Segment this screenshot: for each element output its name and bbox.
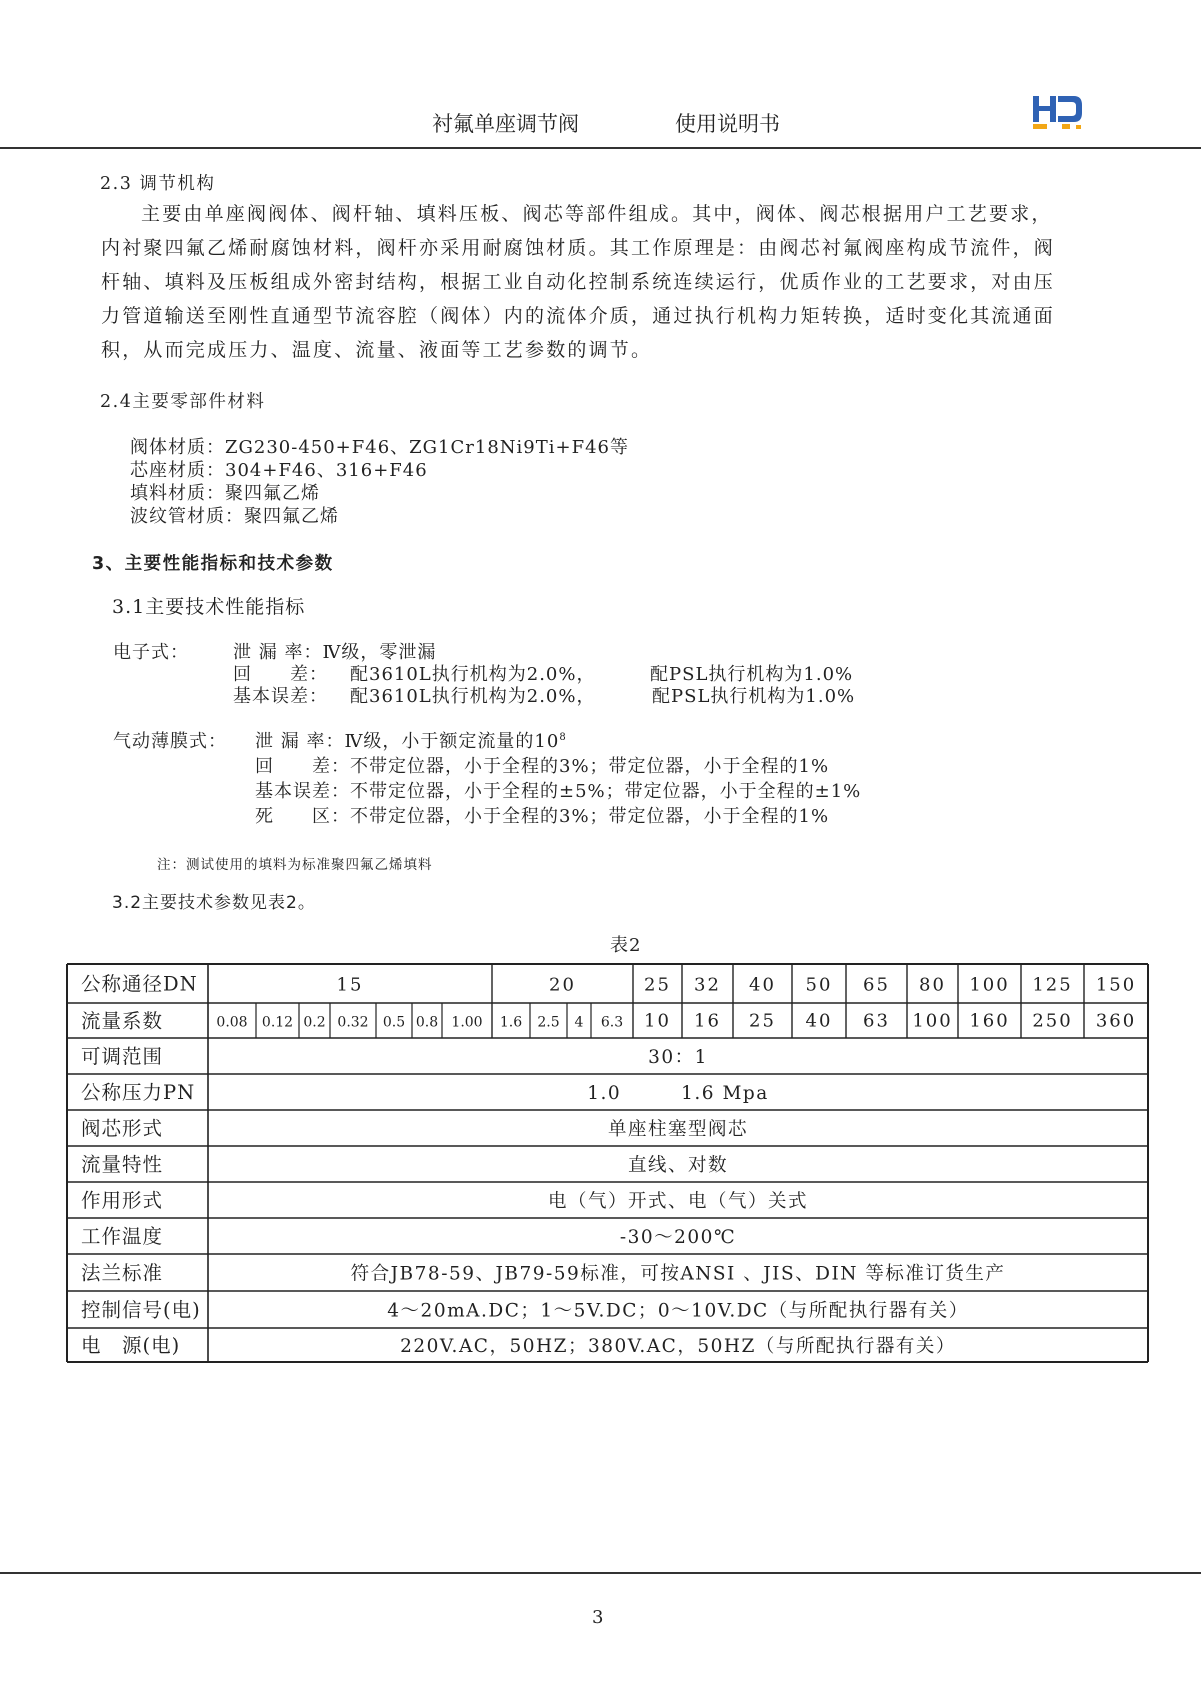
table-dn-value: 125	[1032, 974, 1073, 996]
test-note: 注：测试使用的填料为标准聚四氟乙烯填料	[157, 857, 433, 873]
table-kv-value: 1.00	[451, 1014, 483, 1031]
table-kv-value: 0.5	[382, 1014, 406, 1031]
table-merged-value: -30～200℃	[619, 1227, 737, 1248]
pneumatic-error: 基本误差：不带定位器，小于全程的±5%；带定位器，小于全程的±1%	[255, 781, 862, 802]
table-row-label: 阀芯形式	[81, 1117, 164, 1140]
table-merged-value: 单座柱塞型阀芯	[607, 1119, 749, 1140]
page-number: 3	[592, 1607, 604, 1628]
table-dn-value: 40	[749, 974, 776, 996]
table-kv-value: 100	[912, 1010, 953, 1032]
table-dn-value: 15	[336, 974, 364, 996]
pneumatic-deadband: 死 区：不带定位器，小于全程的3%；带定位器，小于全程的1%	[255, 806, 830, 827]
table-row-label: 作用形式	[81, 1189, 164, 1212]
table-row-label: 工作温度	[81, 1225, 164, 1248]
table-merged-value: 电（气）开式、电（气）关式	[547, 1191, 809, 1212]
table-kv-value: 0.32	[337, 1014, 369, 1031]
table-row-label: 法兰标准	[81, 1261, 164, 1285]
table-kv-value: 0.2	[303, 1014, 326, 1031]
electronic-hysteresis-3610l: 配3610L执行机构为2.0%，	[350, 664, 596, 685]
electronic-hysteresis-label: 回 差：	[233, 664, 328, 685]
table-row-label: 控制信号(电)	[81, 1298, 201, 1322]
table-merged-value: 符合JB78-59、JB79-59标准，可按ANSI 、JIS、DIN 等标准订货生产	[350, 1263, 1006, 1285]
table-caption: 表2	[610, 935, 642, 956]
electronic-error-3610l: 配3610L执行机构为2.0%，	[350, 686, 596, 707]
material-body: 阀体材质：ZG230-450+F46、ZG1Cr18Ni9Ti+F46等	[130, 437, 629, 458]
table-dn-value: 65	[863, 974, 890, 996]
table-reference: 3.2主要技术参数见表2。	[112, 893, 316, 913]
electronic-leakage: 泄 漏 率：Ⅳ级，零泄漏	[233, 642, 437, 663]
pneumatic-leakage-text: 泄 漏 率：Ⅳ级，小于额定流量的10	[255, 731, 560, 752]
material-packing: 填料材质：聚四氟乙烯	[130, 483, 320, 504]
table-kv-value: 63	[863, 1010, 890, 1032]
table-kv-value: 10	[644, 1010, 671, 1032]
table-dn-value: 150	[1095, 974, 1137, 996]
table-kv-value: 16	[694, 1010, 721, 1032]
table-merged-value: 直线、对数	[627, 1155, 729, 1176]
section-3-1-heading: 3.1主要技术性能指标	[112, 596, 306, 618]
table-merged-value: 30：1	[648, 1047, 708, 1068]
electronic-error-label: 基本误差：	[233, 686, 328, 707]
electronic-error-psl: 配PSL执行机构为1.0%	[652, 686, 856, 707]
document-subtitle: 使用说明书	[675, 112, 780, 136]
table-kv-value: 6.3	[600, 1014, 624, 1031]
table-dn-value: 50	[805, 974, 833, 996]
table-kv-value: 4	[574, 1014, 584, 1031]
table-dn-value: 25	[644, 974, 671, 996]
section-2-3-line-3: 杆轴、填料及压板组成外密封结构，根据工业自动化控制系统连续运行，优质作业的工艺要求，对由压	[101, 271, 1056, 293]
table-kv-value: 0.8	[415, 1014, 439, 1031]
table-kv-value: 1.6	[499, 1014, 523, 1031]
table-row-label: 可调范围	[81, 1045, 164, 1068]
section-2-4-heading: 2.4主要零部件材料	[100, 392, 266, 412]
table-dn-value: 20	[549, 974, 576, 996]
table-dn-value: 32	[694, 974, 721, 996]
material-bellows: 波纹管材质：聚四氟乙烯	[130, 506, 339, 527]
pneumatic-leakage-exponent: 8	[559, 732, 567, 743]
table-kv-value: 25	[749, 1010, 776, 1032]
table-kv-value: 40	[805, 1010, 833, 1032]
table-kv-value: 250	[1032, 1010, 1073, 1032]
table-row-label: 公称通径DN	[81, 972, 198, 996]
electronic-hysteresis-psl: 配PSL执行机构为1.0%	[650, 664, 854, 685]
table-row-label: 电 源(电)	[81, 1334, 181, 1357]
table-kv-value: 0.12	[261, 1014, 294, 1031]
section-2-3-line-2: 内衬聚四氟乙烯耐腐蚀材料，阀杆亦采用耐腐蚀材质。其工作原理是：由阀芯衬氟阀座构成节流件，阀	[101, 237, 1056, 259]
pneumatic-label: 气动薄膜式：	[113, 731, 227, 752]
material-seat: 芯座材质：304+F46、316+F46	[130, 460, 428, 481]
pneumatic-hysteresis: 回 差：不带定位器，小于全程的3%；带定位器，小于全程的1%	[255, 756, 830, 777]
section-2-3-line-1: 主要由单座阀阀体、阀杆轴、填料压板、阀芯等部件组成。其中，阀体、阀芯根据用户工艺要求，	[141, 203, 1053, 225]
section-2-3-line-5: 积，从而完成压力、温度、流量、液面等工艺参数的调节。	[101, 339, 653, 361]
table-merged-value: 220V.AC，50HZ；380V.AC，50HZ（与所配执行器有关）	[400, 1336, 956, 1357]
section-2-3-line-4: 力管道输送至刚性直通型节流容腔（阀体）内的流体介质，通过执行机构力矩转换，适时变化其流通面	[101, 305, 1056, 327]
table-kv-value: 160	[969, 1010, 1010, 1032]
footer-rule	[0, 1572, 1201, 1574]
table-row-label: 流量特性	[81, 1153, 164, 1176]
table-row-label: 流量系数	[81, 1009, 164, 1033]
section-3-heading: 3、主要性能指标和技术参数	[92, 554, 334, 574]
table-kv-value: 0.08	[216, 1014, 248, 1031]
section-2-3-heading: 2.3 调节机构	[100, 174, 216, 194]
electronic-label: 电子式：	[113, 642, 189, 663]
table-kv-value: 360	[1095, 1010, 1137, 1032]
table-kv-value: 2.5	[537, 1014, 560, 1031]
table-dn-value: 100	[969, 974, 1010, 996]
document-title: 衬氟单座调节阀	[432, 112, 579, 136]
table-merged-value: 1.0 1.6 Mpa	[587, 1083, 769, 1104]
table-row-label: 公称压力PN	[81, 1081, 196, 1104]
table-dn-value: 80	[919, 974, 946, 996]
table-merged-value: 4～20mA.DC；1～5V.DC；0～10V.DC（与所配执行器有关）	[387, 1300, 969, 1322]
